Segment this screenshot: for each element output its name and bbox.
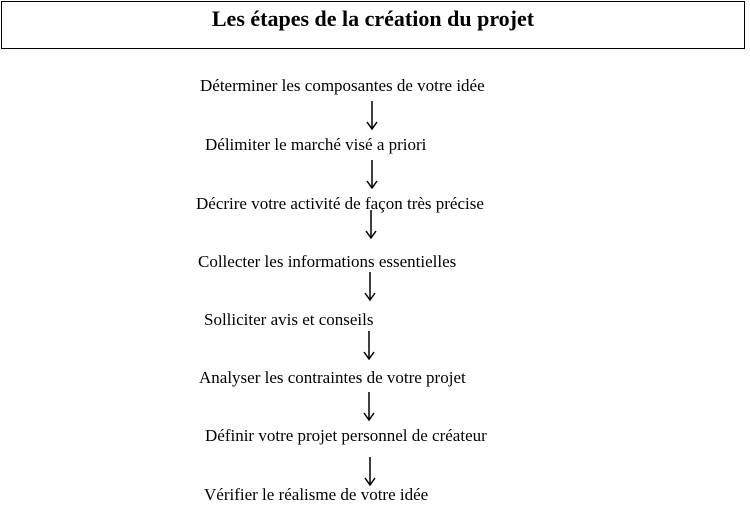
arrow-down-icon: [365, 101, 379, 131]
title-box: [1, 1, 745, 49]
arrow-down-icon: [362, 392, 376, 422]
step-3: Décrire votre activité de façon très précise: [196, 194, 484, 213]
step-7: Définir votre projet personnel de créateur: [205, 426, 487, 445]
step-2: Délimiter le marché visé a priori: [205, 135, 427, 154]
arrow-down-icon: [363, 457, 377, 487]
arrow-down-icon: [363, 272, 377, 302]
arrow-down-icon: [365, 160, 379, 190]
arrow-down-icon: [362, 331, 376, 361]
step-4: Collecter les informations essentielles: [198, 252, 457, 271]
arrow-down-icon: [364, 210, 378, 240]
step-1: Déterminer les composantes de votre idée: [200, 76, 485, 95]
step-8: Vérifier le réalisme de votre idée: [204, 485, 429, 504]
step-5: Solliciter avis et conseils: [204, 310, 374, 329]
diagram-title: Les étapes de la création du projet: [211, 6, 535, 31]
step-6: Analyser les contraintes de votre projet: [199, 368, 466, 387]
